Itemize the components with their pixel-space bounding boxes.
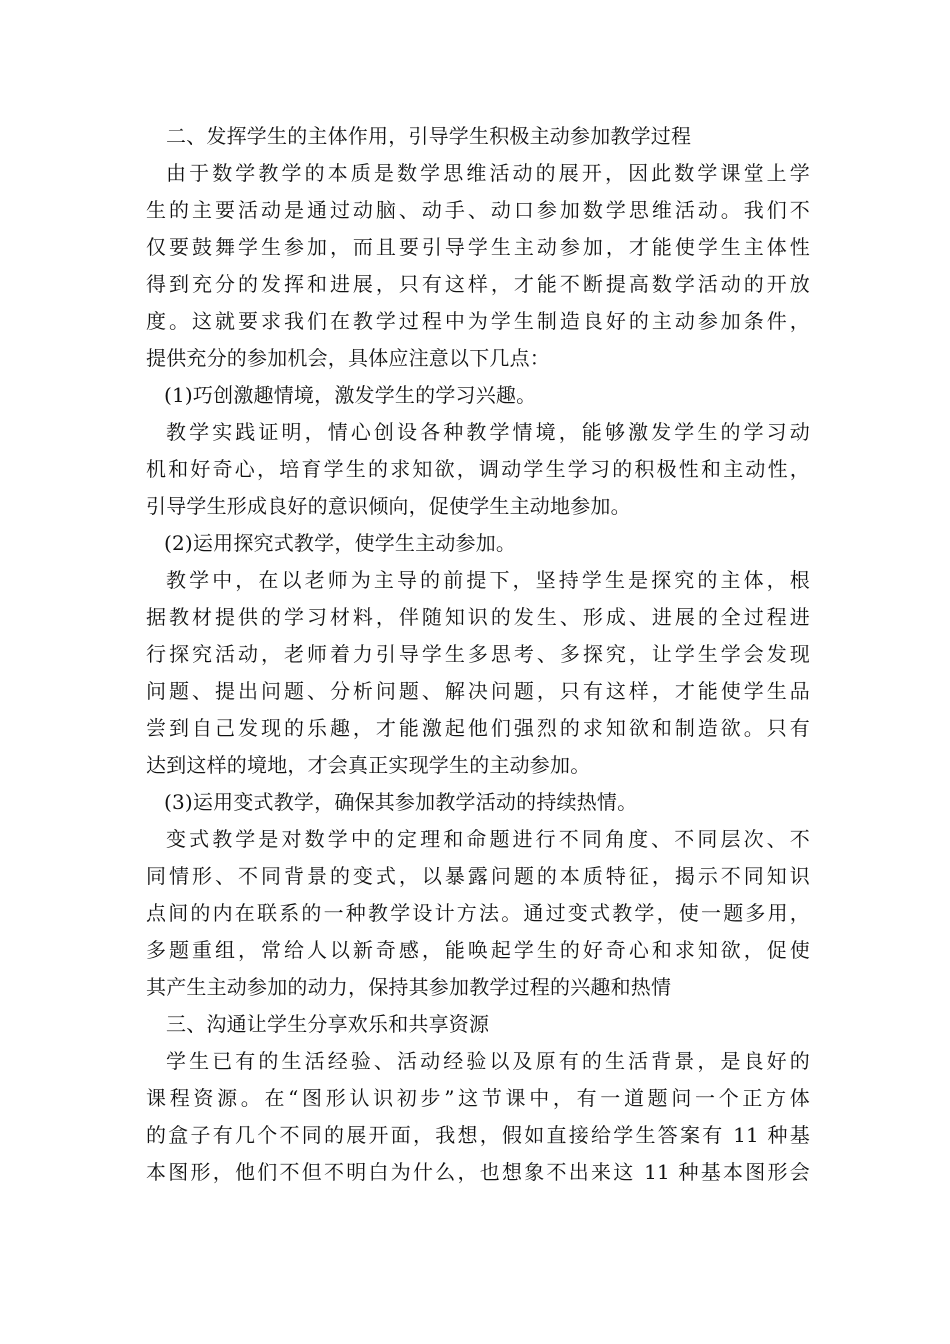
paragraph-line: 提供充分的参加机会，具体应注意以下几点：	[146, 346, 550, 370]
section-heading: 三、沟通让学生分享欢乐和共享资源	[166, 1012, 490, 1036]
paragraph-line: 尝到自己发现的乐趣，才能激起他们强烈的求知欲和制造欲。只有	[146, 716, 810, 740]
paragraph-line: 仅要鼓舞学生参加，而且要引导学生主动参加，才能使学生主体性	[146, 235, 810, 259]
section-heading: 二、发挥学生的主体作用，引导学生积极主动参加教学过程	[166, 124, 692, 148]
list-item-heading: (3)运用变式教学，确保其参加教学活动的持续热情。	[164, 790, 638, 814]
paragraph-line: 课程资源。在“图形认识初步”这节课中，有一道题问一个正方体	[146, 1086, 810, 1110]
document-page	[146, 118, 810, 1191]
paragraph-line: 行探究活动，老师着力引导学生多思考、多探究，让学生学会发现	[146, 642, 810, 666]
paragraph-line: 机和好奇心，培育学生的求知欲，调动学生学习的积极性和主动性，	[146, 457, 810, 481]
paragraph-line: 达到这样的境地，才会真正实现学生的主动参加。	[146, 753, 591, 777]
paragraph-line: 多题重组，常给人以新奇感，能唤起学生的好奇心和求知欲，促使	[146, 938, 810, 962]
paragraph-line: 问题、提出问题、分析问题、解决问题，只有这样，才能使学生品	[146, 679, 810, 703]
paragraph-line: 引导学生形成良好的意识倾向，促使学生主动地参加。	[146, 494, 631, 518]
list-item-heading: (2)运用探究式教学，使学生主动参加。	[164, 531, 517, 555]
paragraph-line: 本图形，他们不但不明白为什么，也想象不出来这 11 种基本图形会	[146, 1160, 810, 1184]
paragraph-line: 生的主要活动是通过动脑、动手、动口参加数学思维活动。我们不	[146, 198, 810, 222]
paragraph-line: 的盒子有几个不同的展开面，我想，假如直接给学生答案有 11 种基	[146, 1123, 810, 1147]
paragraph-line: 教学实践证明，情心创设各种教学情境，能够激发学生的学习动	[166, 420, 810, 444]
paragraph-line: 变式教学是对数学中的定理和命题进行不同角度、不同层次、不	[166, 827, 810, 851]
paragraph-line: 其产生主动参加的动力，保持其参加教学过程的兴趣和热情	[146, 975, 672, 999]
paragraph-line: 教学中，在以老师为主导的前提下，坚持学生是探究的主体，根	[166, 568, 810, 592]
paragraph-line: 点间的内在联系的一种教学设计方法。通过变式教学，使一题多用，	[146, 901, 810, 925]
list-item-heading: (1)巧创激趣情境，激发学生的学习兴趣。	[164, 383, 537, 407]
paragraph-line: 度。这就要求我们在教学过程中为学生制造良好的主动参加条件，	[146, 309, 810, 333]
paragraph-line: 由于数学教学的本质是数学思维活动的展开，因此数学课堂上学	[166, 161, 810, 185]
paragraph-line: 据教材提供的学习材料，伴随知识的发生、形成、进展的全过程进	[146, 605, 810, 629]
paragraph-line: 得到充分的发挥和进展，只有这样，才能不断提高数学活动的开放	[146, 272, 810, 296]
paragraph-line: 学生已有的生活经验、活动经验以及原有的生活背景，是良好的	[166, 1049, 810, 1073]
paragraph-line: 同情形、不同背景的变式，以暴露问题的本质特征，揭示不同知识	[146, 864, 810, 888]
